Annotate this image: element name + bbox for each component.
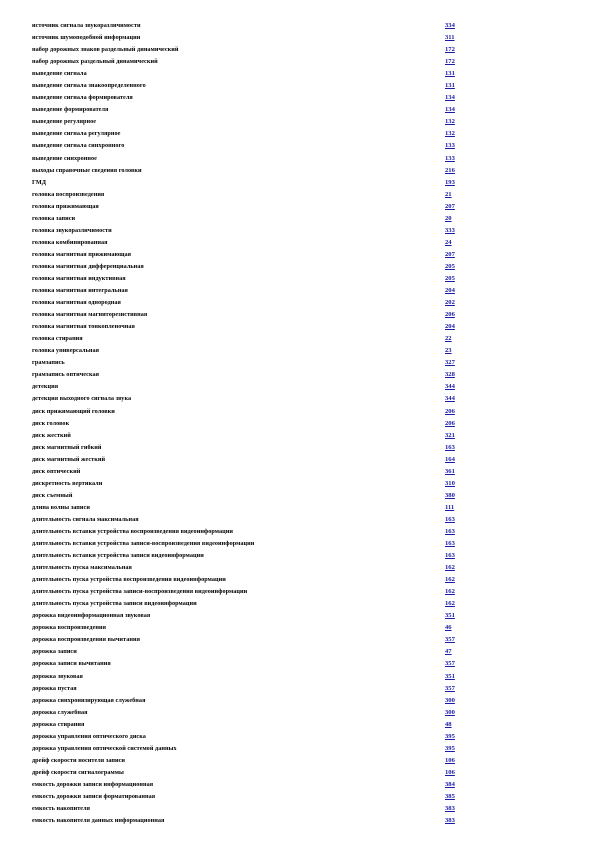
page-number-link[interactable]: 131	[445, 82, 455, 90]
index-entry	[32, 20, 462, 32]
index-entry	[32, 719, 462, 731]
index-entry	[32, 309, 462, 321]
index-term: выведение сигнала формирователя	[32, 94, 133, 102]
index-term: длительность пуска максимальная	[32, 564, 132, 572]
page-number-link[interactable]: 162	[445, 564, 455, 572]
index-entry	[32, 297, 462, 309]
index-term: выведение сигнала	[32, 70, 87, 78]
index-term: набор дорожных раздельный динамический	[32, 58, 158, 66]
page-number-link[interactable]: 205	[445, 262, 455, 270]
page-number-link[interactable]: 361	[445, 467, 455, 475]
page-number-link[interactable]: 111	[445, 503, 455, 511]
index-entry	[32, 671, 462, 683]
page-number-link[interactable]: 131	[445, 70, 455, 78]
index-entry	[32, 393, 462, 405]
page-number-link[interactable]: 193	[445, 178, 455, 186]
index-entry	[32, 44, 462, 56]
index-term: выведение синхронное	[32, 154, 97, 162]
page-number-link[interactable]: 133	[445, 142, 455, 150]
index-entry	[32, 68, 462, 80]
page-number-link[interactable]: 106	[445, 756, 455, 764]
page-number-link[interactable]: 23	[445, 347, 452, 355]
page-number-link[interactable]: 351	[445, 612, 455, 620]
index-term: головка магнитная прижимающая	[32, 250, 132, 258]
index-entry	[32, 237, 462, 249]
page-number-link[interactable]: 357	[445, 660, 455, 668]
index-entry	[32, 791, 462, 803]
index-entry	[32, 116, 462, 128]
index-term: выведение формирователя	[32, 106, 109, 114]
index-entry	[32, 80, 462, 92]
index-term: дорожка управления оптической системой данных	[32, 744, 177, 752]
index-term: дорожка воспроизведения	[32, 624, 107, 632]
index-entry	[32, 767, 462, 779]
page-number-link[interactable]: 133	[445, 154, 455, 162]
page-number-link[interactable]: 327	[445, 359, 455, 367]
index-term: диск головок	[32, 419, 70, 427]
index-entry	[32, 743, 462, 755]
index-term: длительность сигнала максимальная	[32, 515, 139, 523]
page-number-link[interactable]: 207	[445, 250, 455, 258]
page-number-link[interactable]: 46	[445, 624, 452, 632]
index-entry	[32, 418, 462, 430]
index-term: дрейф скорости сигналограммы	[32, 768, 124, 776]
index-list	[32, 20, 462, 827]
page-number-link[interactable]: 132	[445, 118, 455, 126]
index-term: дорожка стирания	[32, 720, 85, 728]
index-entry	[32, 249, 462, 261]
index-entry	[32, 815, 462, 827]
index-entry	[32, 321, 462, 333]
index-entry	[32, 442, 462, 454]
page-number-link[interactable]: 321	[445, 431, 455, 439]
index-term: головка магнитная однородная	[32, 299, 121, 307]
page-number-link[interactable]: 206	[445, 311, 455, 319]
page-number-link[interactable]: 300	[445, 696, 455, 704]
index-entry	[32, 803, 462, 815]
page-number-link[interactable]: 163	[445, 443, 455, 451]
index-entry	[32, 598, 462, 610]
page-number-link[interactable]: 162	[445, 588, 455, 596]
index-entry	[32, 261, 462, 273]
index-term: длина волны записи	[32, 503, 90, 511]
page-number-link[interactable]: 22	[445, 335, 452, 343]
page-number-link[interactable]: 357	[445, 636, 455, 644]
page-number-link[interactable]: 162	[445, 576, 455, 584]
index-term: дискретность вертикали	[32, 479, 103, 487]
index-term: выведение регулярное	[32, 118, 97, 126]
index-entry	[32, 357, 462, 369]
index-term: ГМД	[32, 178, 47, 186]
index-entry	[32, 683, 462, 695]
page-number-link[interactable]: 351	[445, 672, 455, 680]
page-number-link[interactable]: 21	[445, 190, 452, 198]
index-entry	[32, 273, 462, 285]
index-entry	[32, 56, 462, 68]
index-entry	[32, 345, 462, 357]
index-entry	[32, 454, 462, 466]
page-number-link[interactable]: 204	[445, 323, 455, 331]
index-entry	[32, 755, 462, 767]
page-number-link[interactable]: 385	[445, 793, 455, 800]
index-term: емкость накопителя данных информационная	[32, 817, 165, 825]
index-entry	[32, 502, 462, 514]
index-term: диск жесткий	[32, 431, 71, 439]
page-number-link[interactable]: 106	[445, 768, 455, 776]
index-entry	[32, 731, 462, 743]
page-number-link[interactable]: 134	[445, 106, 455, 114]
page-number-link[interactable]: 134	[445, 94, 455, 102]
index-term: диск оптический	[32, 467, 81, 475]
page-number-link[interactable]: 20	[445, 214, 452, 222]
page-number-link[interactable]: 395	[445, 744, 455, 752]
index-entry	[32, 128, 462, 140]
page-number-link[interactable]: 380	[445, 491, 455, 499]
index-term: выведение сигнала знакоопределенного	[32, 82, 146, 90]
page-number-link[interactable]: 162	[445, 600, 455, 608]
page-number-link[interactable]: 163	[445, 515, 455, 523]
page-number-link[interactable]: 333	[445, 226, 455, 234]
page-number-link[interactable]: 207	[445, 202, 455, 210]
index-term: грамзапись	[32, 359, 65, 367]
index-term: емкость дорожки записи информационная	[32, 780, 154, 788]
index-entry	[32, 369, 462, 381]
index-entry	[32, 526, 462, 538]
index-term: выведение сигнала регулярное	[32, 130, 121, 138]
page-number-link[interactable]: 344	[445, 395, 455, 403]
page-number-link[interactable]: 164	[445, 455, 455, 463]
index-entry	[32, 213, 462, 225]
index-term: дрейф скорости носителя записи	[32, 756, 126, 764]
index-term: детекция	[32, 383, 59, 391]
index-term: головка комбинированная	[32, 238, 108, 246]
page-number-link[interactable]: 132	[445, 130, 455, 138]
index-term: грамзапись оптическая	[32, 371, 100, 379]
index-term: головка прижимающая	[32, 202, 99, 210]
index-term: дорожка звуковая	[32, 672, 83, 680]
index-term: набор дорожных знаков раздельный динамический	[32, 46, 179, 54]
index-entry	[32, 514, 462, 526]
page-number-link[interactable]: 328	[445, 371, 455, 379]
page-number-link[interactable]: 311	[445, 34, 455, 42]
index-entry	[32, 490, 462, 502]
index-entry	[32, 32, 462, 44]
page-number-link[interactable]: 204	[445, 287, 455, 295]
index-entry	[32, 177, 462, 189]
page-number-link[interactable]: 206	[445, 407, 455, 415]
page-number-link[interactable]: 344	[445, 383, 455, 391]
index-term: выходы справочные сведения головки	[32, 166, 142, 174]
page-number-link[interactable]: 383	[445, 805, 455, 813]
index-entry	[32, 779, 462, 791]
index-term: головка магнитная магниторезистивная	[32, 311, 148, 319]
index-term: дорожка воспроизведения вычитания	[32, 636, 140, 644]
index-term: длительность пуска устройства записи-воспроизведения видеоинформации	[32, 588, 248, 596]
index-entry	[32, 201, 462, 213]
index-entry	[32, 574, 462, 586]
index-term: длительность вставки устройства записи-воспроизведения видеоинформации	[32, 540, 255, 548]
page-number-link[interactable]: 310	[445, 479, 455, 487]
index-term: головка звукоразличимости	[32, 226, 112, 234]
index-entry	[32, 285, 462, 297]
page-number-link[interactable]: 334	[445, 22, 455, 29]
index-term: дорожка записи вычитания	[32, 660, 111, 668]
index-term: головка воспроизведения	[32, 190, 105, 198]
page-number-link[interactable]: 383	[445, 817, 455, 825]
index-entry	[32, 646, 462, 658]
index-entry	[32, 104, 462, 116]
page-number-link[interactable]: 163	[445, 552, 455, 560]
index-term: головка магнитная индуктивная	[32, 274, 126, 282]
index-entry	[32, 695, 462, 707]
index-entry	[32, 165, 462, 177]
page-number-link[interactable]: 163	[445, 540, 455, 548]
index-entry	[32, 189, 462, 201]
index-entry	[32, 153, 462, 165]
index-term: длительность вставки устройства воспроизведения видеоинформации	[32, 527, 234, 535]
index-term: источник сигнала звукоразличимости	[32, 22, 141, 29]
index-term: головка стирания	[32, 335, 83, 343]
page-number-link[interactable]: 202	[445, 299, 455, 307]
index-entry	[32, 562, 462, 574]
page-number-link[interactable]: 172	[445, 46, 455, 54]
index-term: длительность пуска устройства записи видеоинформации	[32, 600, 197, 608]
index-entry	[32, 610, 462, 622]
index-entry	[32, 707, 462, 719]
index-term: емкость дорожки записи форматированная	[32, 793, 156, 800]
index-entry	[32, 430, 462, 442]
page-number-link[interactable]: 172	[445, 58, 455, 66]
index-entry	[32, 406, 462, 418]
index-term: дорожка видеоинформационная звуковая	[32, 612, 151, 620]
index-term: длительность вставки устройства записи видеоинформации	[32, 552, 204, 560]
index-term: источник шумоподобной информации	[32, 34, 141, 42]
index-term: головка записи	[32, 214, 76, 222]
index-entry	[32, 381, 462, 393]
page-number-link[interactable]: 206	[445, 419, 455, 427]
index-entry	[32, 92, 462, 104]
page-number-link[interactable]: 300	[445, 708, 455, 716]
index-term: дорожка служебная	[32, 708, 88, 716]
index-term: диск съемный	[32, 491, 73, 499]
page-number-link[interactable]: 205	[445, 274, 455, 282]
page-number-link[interactable]: 163	[445, 527, 455, 535]
index-term: дорожка управления оптического диска	[32, 732, 146, 740]
page-number-link[interactable]: 357	[445, 684, 455, 692]
index-term: емкость накопителя	[32, 805, 91, 813]
index-term: головка магнитная тонкопленочная	[32, 323, 135, 331]
index-term: детекция выходного сигнала звука	[32, 395, 132, 403]
index-entry	[32, 586, 462, 598]
index-term: диск магнитный жесткий	[32, 455, 106, 463]
page-number-link[interactable]: 395	[445, 732, 455, 740]
index-term: дорожка записи	[32, 648, 77, 656]
index-term: диск магнитный гибкий	[32, 443, 102, 451]
index-entry	[32, 622, 462, 634]
index-entry	[32, 466, 462, 478]
page-number-link[interactable]: 47	[445, 648, 452, 656]
index-entry	[32, 658, 462, 670]
index-term: выведение сигнала синхронного	[32, 142, 125, 150]
page-number-link[interactable]: 216	[445, 166, 455, 174]
index-term: головка магнитная интегральная	[32, 287, 128, 295]
index-entry	[32, 225, 462, 237]
index-entry	[32, 538, 462, 550]
index-entry	[32, 478, 462, 490]
page-number-link[interactable]: 24	[445, 238, 452, 246]
index-term: дорожка синхронизирующая служебная	[32, 696, 146, 704]
index-entry	[32, 140, 462, 152]
index-entry	[32, 333, 462, 345]
index-term: головка универсальная	[32, 347, 100, 355]
index-term: головка магнитная дифференциальная	[32, 262, 144, 270]
index-entry	[32, 550, 462, 562]
index-term: дорожка пустая	[32, 684, 77, 692]
page-number-link[interactable]: 384	[445, 780, 455, 788]
page-number-link[interactable]: 48	[445, 720, 452, 728]
index-term: диск прижимающий головки	[32, 407, 115, 415]
index-entry	[32, 634, 462, 646]
index-term: длительность пуска устройства воспроизведения видеоинформации	[32, 576, 226, 584]
